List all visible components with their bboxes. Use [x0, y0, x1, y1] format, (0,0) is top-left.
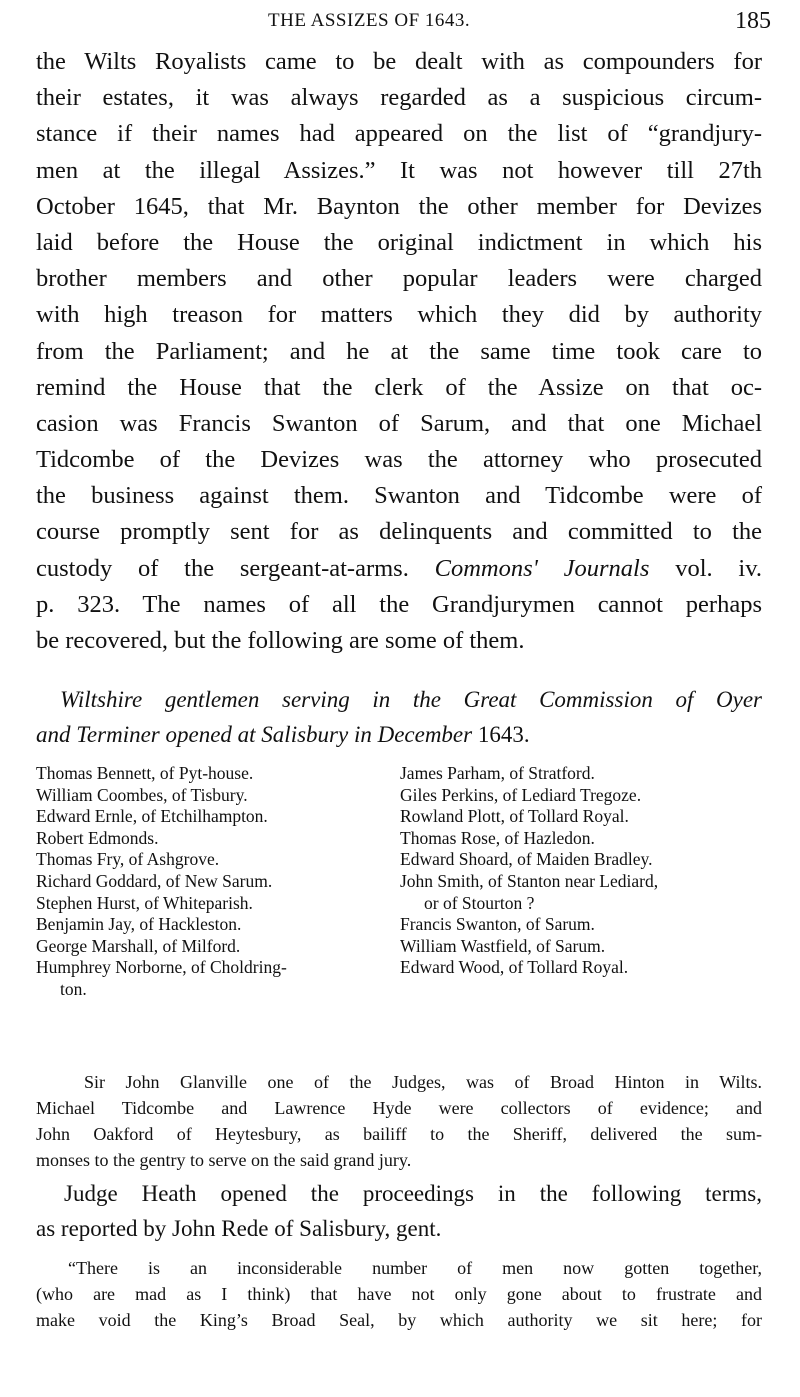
text-line: with high treason for matters which they did by authority — [36, 301, 762, 329]
juryman-right: Edward Shoard, of Maiden Bradley. — [400, 849, 653, 870]
running-title: THE ASSIZES OF 1643. — [268, 10, 471, 31]
text-line: Sir John Glanville one of the Judges, was of Broad Hinton in Wilts. — [84, 1072, 762, 1092]
text-line: October 1645, that Mr. Baynton the other member for Devizes — [36, 192, 762, 220]
juryman-left: Richard Goddard, of New Sarum. — [36, 870, 273, 891]
text-line: stance if their names had appeared on the list of “grandjury- — [36, 120, 762, 148]
juryman-left: Stephen Hurst, of Whiteparish. — [36, 892, 253, 913]
juryman-right: Rowland Plott, of Tollard Royal. — [400, 806, 629, 827]
heading-line — [36, 682, 762, 717]
text-line: (who are mad as I think) that have not only gone about to frustrate and — [36, 1284, 762, 1304]
list-row — [36, 979, 762, 1001]
main-paragraph — [36, 44, 762, 659]
text-line: Judge Heath opened the proceedings in the following terms, — [64, 1181, 762, 1206]
list-row — [36, 849, 762, 871]
running-header — [0, 6, 800, 36]
grandjurymen-list — [36, 763, 762, 1001]
text-line: laid before the House the original indictment in which his — [36, 228, 762, 256]
text-line: the business against them. Swanton and Tidcombe were of — [36, 482, 762, 510]
text-line: make void the King’s Broad Seal, by which authority we sit here; for — [36, 1310, 762, 1330]
text-line: John Oakford of Heytesbury, as bailiff to the Sheriff, delivered the sum- — [36, 1124, 762, 1144]
list-row — [36, 914, 762, 936]
heading-year: 1643. — [472, 722, 530, 747]
text-line: men at the illegal Assizes.” It was not however till 27th — [36, 156, 762, 184]
text-line: monses to the gentry to serve on the said grand jury. — [36, 1150, 412, 1170]
text-line — [36, 551, 762, 587]
juryman-left: Benjamin Jay, of Hackleston. — [36, 914, 242, 935]
section-heading — [36, 682, 762, 752]
list-row — [36, 828, 762, 850]
juryman-right: John Smith, of Stanton near Lediard, — [400, 870, 659, 891]
list-row — [36, 806, 762, 828]
list-row — [36, 893, 762, 915]
juryman-left: Thomas Fry, of Ashgrove. — [36, 849, 220, 870]
text-segment: custody of the sergeant-at-arms. — [36, 554, 435, 582]
text-line: “There is an inconsiderable number of men now gotten together, — [68, 1258, 762, 1278]
text-line: remind the House that the clerk of the Assize on that oc- — [36, 373, 762, 401]
heading-line — [36, 717, 762, 752]
quote-paragraph — [36, 1255, 762, 1333]
heading-text: Wiltshire gentlemen serving in the Great Commission of Oyer — [60, 687, 762, 712]
juryman-left: Edward Ernle, of Etchilhampton. — [36, 806, 268, 827]
juryman-left: George Marshall, of Milford. — [36, 935, 241, 956]
juryman-right — [424, 979, 762, 1001]
text-line: from the Parliament; and he at the same time took care to — [36, 337, 762, 365]
juryman-right: James Parham, of Stratford. — [400, 763, 595, 783]
juryman-right: Edward Wood, of Tollard Royal. — [400, 957, 629, 978]
juryman-right: William Wastfield, of Sarum. — [400, 935, 606, 956]
list-row — [36, 936, 762, 958]
text-line: course promptly sent for as delinquents and committed to the — [36, 518, 762, 546]
text-line: be recovered, but the following are some of them. — [36, 627, 525, 654]
juryman-right: Francis Swanton, of Sarum. — [400, 914, 595, 935]
juryman-left: ton. — [60, 978, 87, 999]
list-row — [36, 871, 762, 893]
juryman-right: or of Stourton ? — [424, 892, 535, 913]
journal-citation: Commons' Journals — [434, 554, 650, 582]
judge-paragraph — [36, 1176, 762, 1246]
page-number: 185 — [735, 8, 771, 34]
text-line: Michael Tidcombe and Lawrence Hyde were collectors of evidence; and — [36, 1098, 762, 1118]
juryman-left: Thomas Bennett, of Pyt-house. — [36, 763, 254, 783]
list-row — [36, 957, 762, 979]
juryman-right: Giles Perkins, of Lediard Tregoze. — [400, 784, 642, 805]
text-line: as reported by John Rede of Salisbury, gent. — [36, 1216, 442, 1241]
text-line: their estates, it was always regarded as a suspicious circum- — [36, 84, 762, 112]
heading-text: and Terminer opened at Salisbury in December — [36, 722, 473, 747]
juryman-left: Robert Edmonds. — [36, 827, 159, 848]
text-line: Tidcombe of the Devizes was the attorney who prosecuted — [36, 446, 762, 474]
text-line: casion was Francis Swanton of Sarum, and that one Michael — [36, 409, 762, 437]
note-paragraph — [36, 1069, 762, 1173]
list-row — [36, 785, 762, 807]
text-line: brother members and other popular leaders were charged — [36, 265, 762, 293]
text-line: p. 323. The names of all the Grandjurymen cannot perhaps — [36, 590, 762, 618]
text-segment: vol. iv. — [649, 554, 762, 582]
juryman-right: Thomas Rose, of Hazledon. — [400, 827, 595, 848]
juryman-left: William Coombes, of Tisbury. — [36, 784, 248, 805]
text-line: the Wilts Royalists came to be dealt with as compounders for — [36, 48, 762, 75]
list-row — [36, 763, 762, 785]
juryman-left: Humphrey Norborne, of Choldring- — [36, 957, 287, 978]
